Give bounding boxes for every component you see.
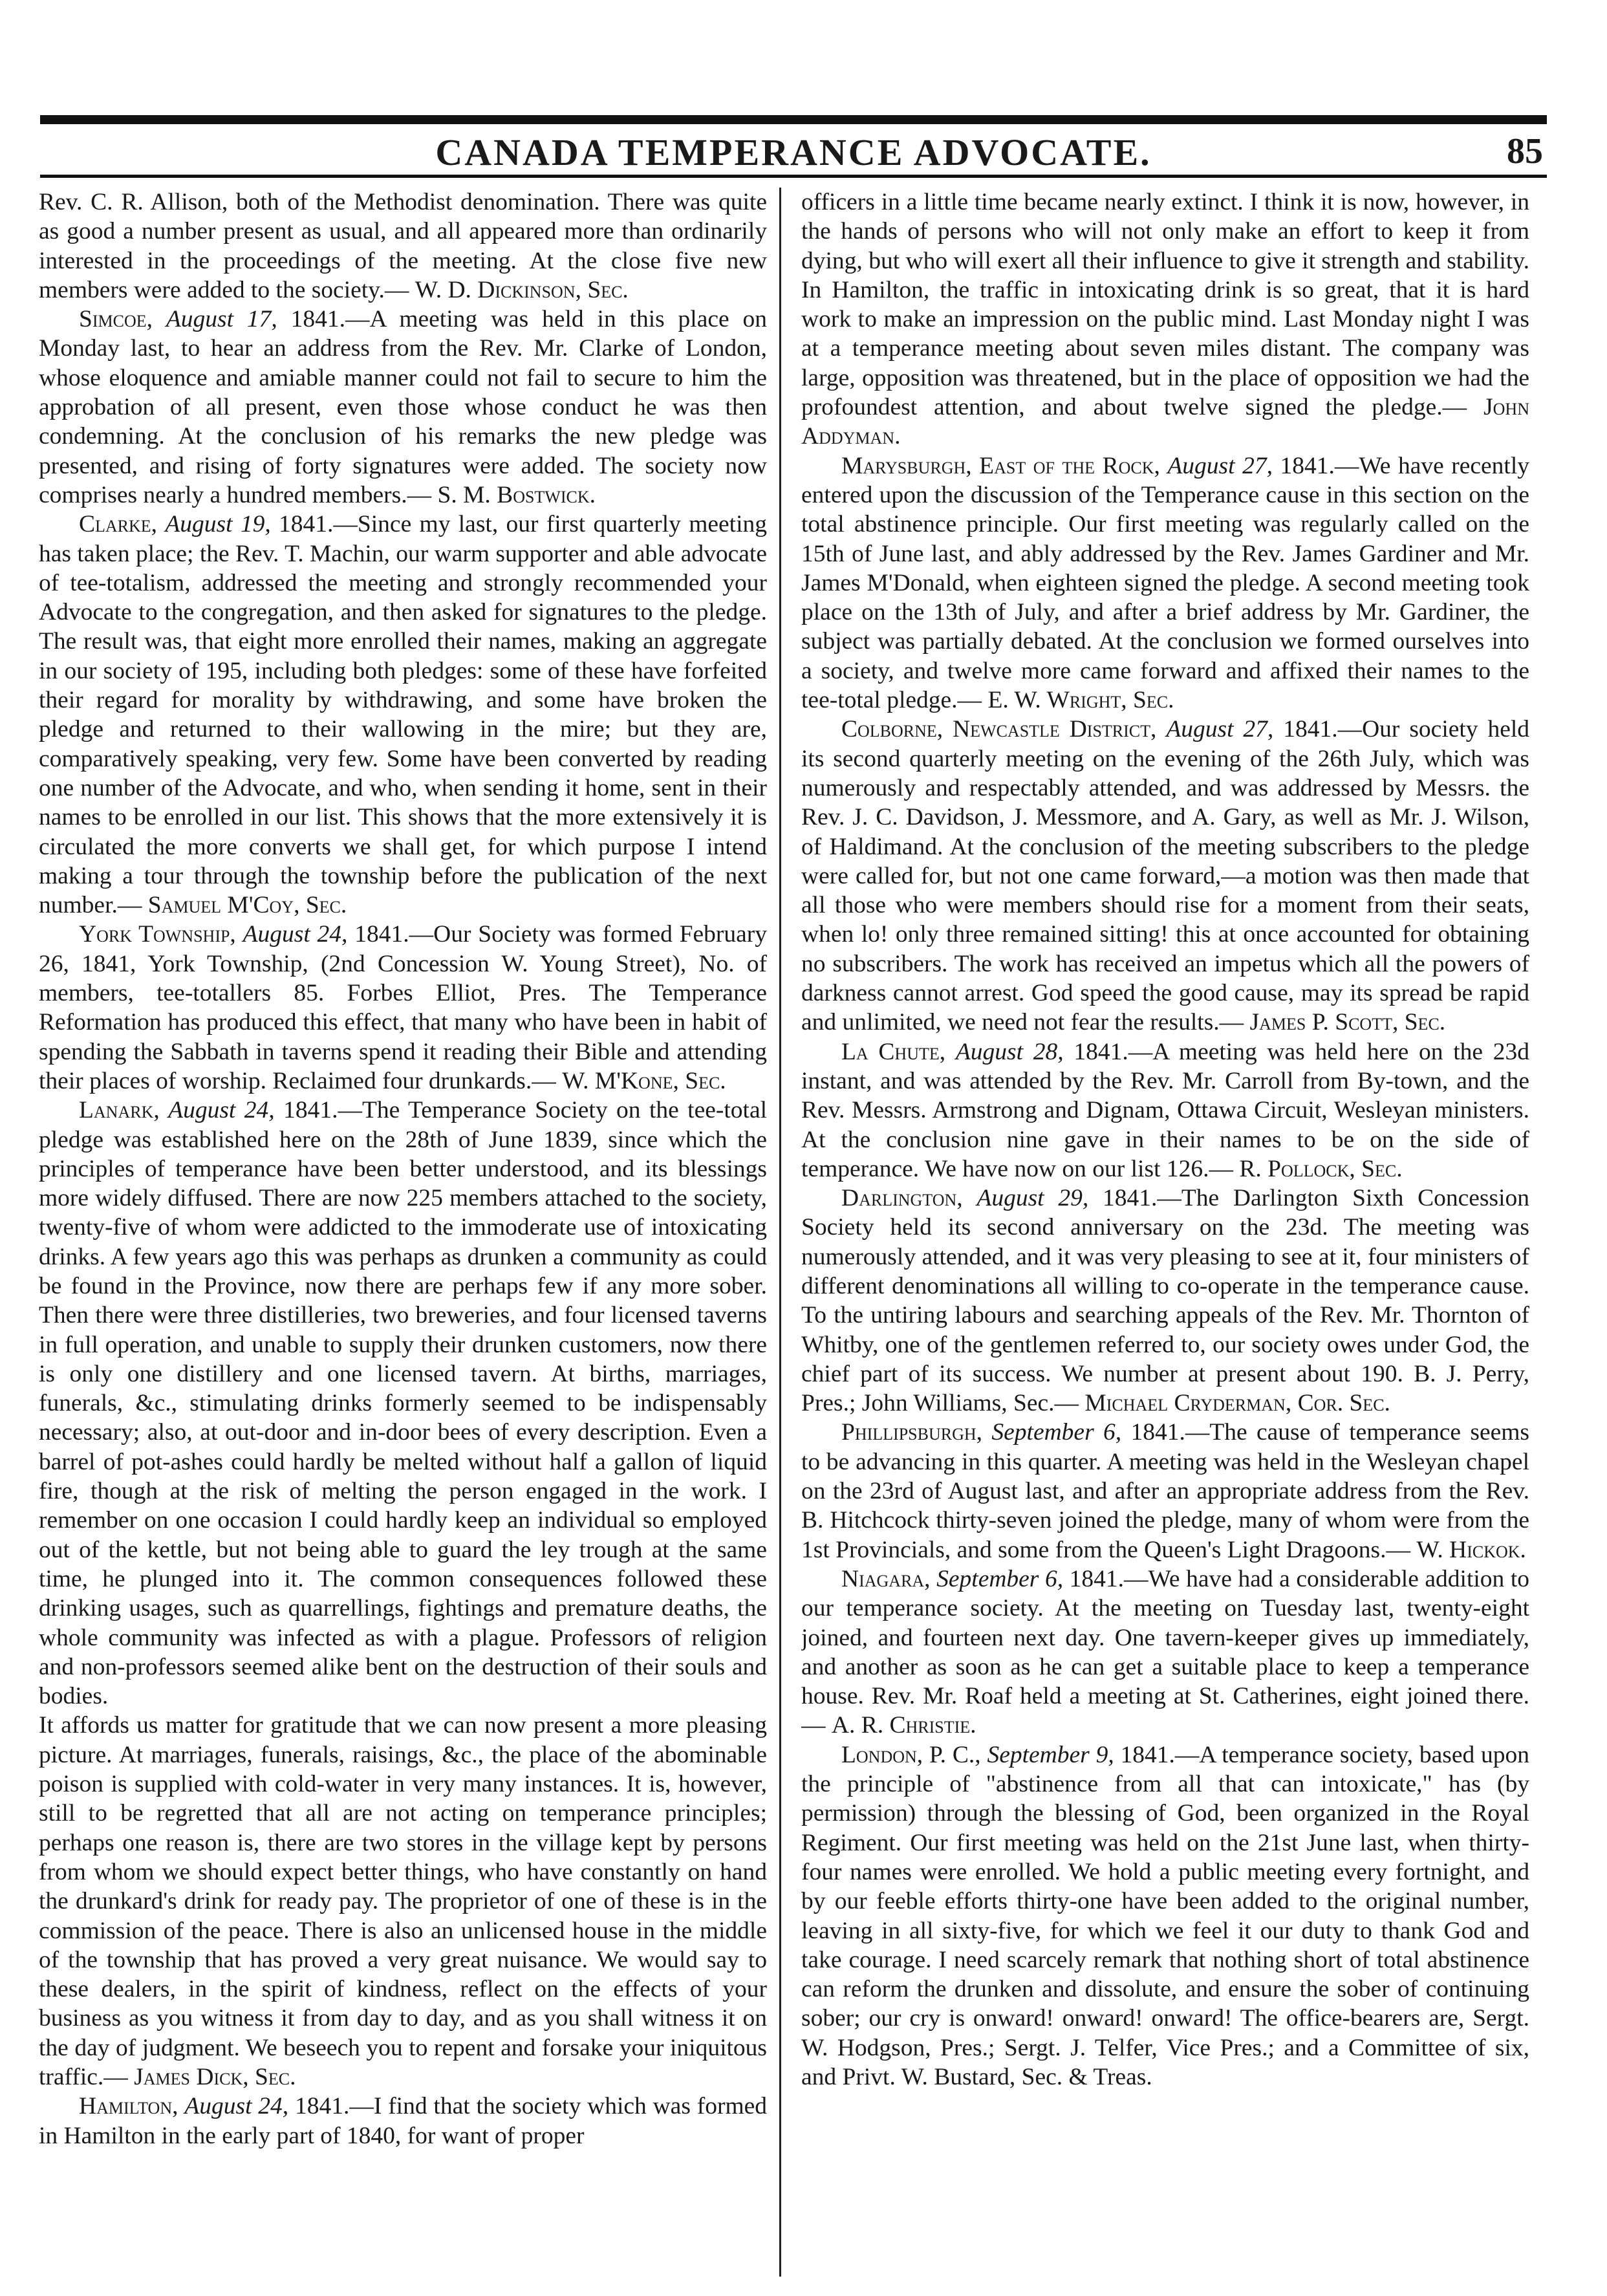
article-paragraph bbox=[801, 1184, 1529, 1418]
article-paragraph bbox=[801, 1418, 1529, 1564]
article-place: London, P. C., bbox=[841, 1741, 981, 1768]
page-header bbox=[40, 115, 1547, 178]
article-place: La Chute, bbox=[841, 1038, 946, 1065]
article-body: 1841.—The cause of temperance seems to be advancing in this quarter. A meeting was held in the Wesleyan chapel on the 23rd of August last, and after an appropriate address from the Rev. B. Hitchcock thirty-seven joined the pledge, many of whom were from the 1st Provincials, and some from the Queen's Light Dragoons.— bbox=[801, 1419, 1529, 1563]
article-paragraph bbox=[39, 305, 767, 510]
article-place: Simcoe, bbox=[79, 306, 153, 333]
article-body: 1841.—I find that the society which was formed in Hamilton in the early part of 1840, for want of proper bbox=[39, 2093, 767, 2149]
article-paragraph bbox=[39, 2092, 767, 2150]
article-date: August 27, bbox=[1166, 716, 1274, 743]
article-paragraph bbox=[801, 1740, 1529, 2092]
article-signature: W. Hickok. bbox=[1416, 1536, 1526, 1563]
column-divider bbox=[779, 188, 781, 2277]
article-signature: W. M'Kone, Sec. bbox=[562, 1067, 726, 1094]
article-signature: Michael Cryderman, Cor. Sec. bbox=[1084, 1390, 1390, 1417]
article-place: Colborne, Newcastle District, bbox=[841, 716, 1157, 743]
article-signature: Samuel M'Coy, Sec. bbox=[147, 892, 347, 919]
article-place: Marysburgh, East of the Rock, bbox=[841, 452, 1160, 479]
article-body: 1841.—Our Society was formed February 26, 1841, York Township, (2nd Concession W. Young Street), No. of members, tee-totallers 85. Forbes Elliot, Pres. The Temperance Reformation has produced this effect, that many who have been in habit of spending the Sabbath in taverns spend it reading their Bible and attending their places of worship. Reclaimed four drunkards.— bbox=[39, 921, 767, 1094]
article-body: officers in a little time became nearly extinct. I think it is now, however, in the hands of persons who will not only make an effort to keep it from dying, but who will exert all their influence to give it strength and stability. In Hamilton, the traffic in intoxicating drink is so great, that it is hard work to make an impression on the public mind. Last Monday night I was at a temperance meeting about seven miles distant. The company was large, opposition was threatened, but in the place of opposition we had the profoundest attention, and about twelve signed the pledge.— bbox=[801, 189, 1529, 421]
article-date: August 28, bbox=[955, 1038, 1064, 1065]
article-paragraph bbox=[39, 188, 767, 305]
page-title: CANADA TEMPERANCE ADVOCATE. bbox=[435, 131, 1152, 173]
article-paragraph bbox=[39, 920, 767, 1096]
article-date: September 6, bbox=[936, 1565, 1064, 1592]
article-signature: John Addyman. bbox=[801, 394, 1529, 450]
article-date: August 24, bbox=[168, 1097, 275, 1124]
article-body: 1841.—Since my last, our first quarterly meeting has taken place; the Rev. T. Machin, our warm supporter and able advocate of tee-totalism, addressed the meeting and strongly recommended your Advocate to the congregation, and then asked for signatures to the pledge. The result was, that eight more enrolled their names, making an aggregate in our society of 195, including both pledges: some of these have forfeited their regard for morality by withdrawing, and some have broken the pledge and returned to their wallowing in the mire; but they are, comparatively speaking, very few. Some have been converted by reading one number of the Advocate, and who, when sending it home, sent in their names to be enrolled in our list. This shows that the more extensively it is circulated the more converts we shall get, for which purpose I intend making a tour through the township before the publication of the next number.— bbox=[39, 511, 767, 919]
page-number: 85 bbox=[1507, 131, 1543, 171]
right-column bbox=[801, 188, 1529, 2273]
article-date: August 17, bbox=[166, 306, 277, 333]
article-signature: James Dick, Sec. bbox=[134, 2064, 296, 2090]
left-column bbox=[39, 188, 767, 2273]
article-signature: R. Pollock, Sec. bbox=[1239, 1155, 1403, 1182]
article-signature: W. D. Dickinson, Sec. bbox=[415, 276, 629, 303]
article-place: Clarke, bbox=[79, 511, 158, 538]
article-body: 1841.—The Darlington Sixth Concession Society held its second anniversary on the 23d. The meeting was numerously attended, and it was very pleasing to see at it, four ministers of different denominations all willing to co-operate in the temperance cause. To the untiring labours and searching appeals of the Rev. Mr. Thornton of Whitby, one of the gentlemen referred to, our society owes under God, the chief part of its success. We number at present about 190. B. J. Perry, Pres.; John Williams, Sec.— bbox=[801, 1185, 1529, 1417]
article-signature: E. W. Wright, Sec. bbox=[987, 687, 1174, 714]
article-date: September 6, bbox=[991, 1419, 1122, 1446]
article-place: Niagara, bbox=[841, 1565, 931, 1592]
article-body: 1841.—The Temperance Society on the tee-total pledge was established here on the 28th of June 1839, since which the principles of temperance have been better understood, and its blessings more widely diffused. There are now 225 members attached to the society, twenty-five of whom were addicted to the immoderate use of intoxicating drinks. A few years ago this was perhaps as drunken a community as could be found in the Province, now there are perhaps few if any more sober. Then there were three distilleries, two breweries, and four licensed taverns in full operation, and unable to supply their drunken customers, now there is only one distillery and one licensed tavern. At births, marriages, funerals, &c., stimulating drinks formerly seemed to be indispensably necessary; also, at out-door and in-door bees of every description. Even a barrel of pot-ashes could hardly be melted without half a gallon of liquid fire, though at the risk of melting the person engaged in the work. I remember on one occasion I could hardly keep an individual so employed out of the kettle, but not being able to guard the ley trough at the same time, he plunged into it. The common consequences followed these drinking usages, such as quarrellings, fightings and premature deaths, the whole community was infected as with a plague. Professors of religion and non-professors seemed alike bent on the destruction of their souls and bodies. bbox=[39, 1097, 767, 1710]
article-body: 1841.—Our society held its second quarterly meeting on the evening of the 26th July, which was numerously and respectably attended, and was addressed by Messrs. the Rev. J. C. Davidson, J. Messmore, and A. Gary, as well as Mr. J. Wilson, of Haldimand. At the conclusion of the meeting subscribers to the pledge were called for, but not one came forward,—a motion was then made that all those who were members should rise for a moment from their seats, when lo! only three remained sitting! this at once accounted for obtaining no subscribers. The work has received an impetus which all the powers of darkness cannot arrest. God speed the good cause, may its spread be rapid and unlimited, we need not fear the results.— bbox=[801, 716, 1529, 1036]
article-date: September 9, bbox=[987, 1741, 1114, 1768]
article-signature: A. R. Christie. bbox=[831, 1712, 976, 1739]
article-paragraph bbox=[801, 451, 1529, 715]
article-date: August 19, bbox=[165, 511, 271, 538]
article-place: Lanark, bbox=[79, 1097, 160, 1124]
article-date: August 24, bbox=[243, 921, 348, 948]
article-body: Rev. C. R. Allison, both of the Methodist denomination. There was quite as good a number present as usual, and all appeared more than ordinarily interested in the proceedings of the meeting. At the close five new members were added to the society.— bbox=[39, 189, 767, 303]
article-paragraph bbox=[39, 510, 767, 920]
article-date: August 29, bbox=[976, 1185, 1089, 1212]
article-date: August 27, bbox=[1167, 452, 1273, 479]
article-signature: James P. Scott, Sec. bbox=[1249, 1009, 1446, 1036]
article-body: It affords us matter for gratitude that we can now present a more pleasing picture. At marriages, funerals, raisings, &c., the place of the abominable poison is supplied with cold-water in very many instances. It is, however, still to be regretted that all are not acting on temperance principles; perhaps one reason is, there are two stores in the village kept by persons from whom we should expect better things, who have constantly on hand the drunkard's drink for ready pay. The proprietor of one of these is in the commission of the peace. There is also an unlicensed house in the middle of the township that has proved a very great nuisance. We would say to these dealers, in the spirit of kindness, reflect on the effects of your business as you witness it from day to day, and as you shall witness it on the day of judgment. We beseech you to repent and forsake your iniquitous traffic.— bbox=[39, 1712, 767, 2090]
article-body: 1841.—A temperance society, based upon the principle of "abstinence from all that can intoxicate," has (by permission) through the blessing of God, been organized in the Royal Regiment. Our first meeting was held on the 21st June last, when thirty-four names were enrolled. We hold a public meeting every fortnight, and by our feeble efforts thirty-one have been added to the original number, leaving in all sixty-five, for which we feel it our duty to thank God and take courage. I need scarcely remark that nothing short of total abstinence can reform the drunken and dissolute, and ensure the sober of continuing sober; our cry is onward! onward! onward! The office-bearers are, Sergt. W. Hodgson, Pres.; Sergt. J. Telfer, Vice Pres.; and a Committee of six, and Privt. W. Bustard, Sec. & Treas. bbox=[801, 1741, 1529, 2090]
article-place: Hamilton, bbox=[79, 2093, 178, 2120]
article-paragraph bbox=[801, 1037, 1529, 1184]
article-paragraph bbox=[801, 715, 1529, 1037]
article-body: 1841.—A meeting was held here on the 23d instant, and was attended by the Rev. Mr. Carroll from By-town, and the Rev. Messrs. Armstrong and Dignam, Ottawa Circuit, Wesleyan ministers. At the conclusion nine gave in their names to be on the side of temperance. We have now on our list 126.— bbox=[801, 1038, 1529, 1182]
article-signature: S. M. Bostwick. bbox=[437, 481, 596, 508]
article-body: 1841.—We have recently entered upon the discussion of the Temperance cause in this section on the total abstinence principle. Our first meeting was regularly called on the 15th of June last, and ably addressed by the Rev. James Gardiner and Mr. James M'Donald, when eighteen signed the pledge. A second meeting took place on the 13th of July, and after a brief address by Mr. Gardiner, the subject was partially debated. At the conclusion we formed ourselves into a society, and twelve more came forward and affixed their names to the tee-total pledge.— bbox=[801, 452, 1529, 714]
article-paragraph bbox=[801, 1565, 1529, 1740]
article-body: 1841.—We have had a considerable addition to our temperance society. At the meeting on Tuesday last, twenty-eight joined, and fourteen next day. One tavern-keeper gives up immediately, and another as soon as he can get a suitable place to keep a temperance house. Rev. Mr. Roaf held a meeting at St. Catherines, eight joined there.— bbox=[801, 1565, 1529, 1739]
article-paragraph bbox=[801, 188, 1529, 451]
article-date: August 24, bbox=[184, 2093, 289, 2120]
article-paragraph bbox=[39, 1711, 767, 2092]
article-paragraph bbox=[39, 1096, 767, 1711]
article-body: 1841.—A meeting was held in this place on Monday last, to hear an address from the Rev. Mr. Clarke of London, whose eloquence and amiable manner could not fail to secure to him the approbation of all present, even those whose conduct he was then condemning. At the conclusion of his remarks the new pledge was presented, and rising of forty signatures were added. The society now comprises nearly a hundred members.— bbox=[39, 306, 767, 508]
article-place: Phillipsburgh, bbox=[841, 1419, 983, 1446]
header-rule bbox=[40, 115, 1547, 124]
article-place: Darlington, bbox=[841, 1185, 963, 1212]
article-place: York Township, bbox=[79, 921, 236, 948]
